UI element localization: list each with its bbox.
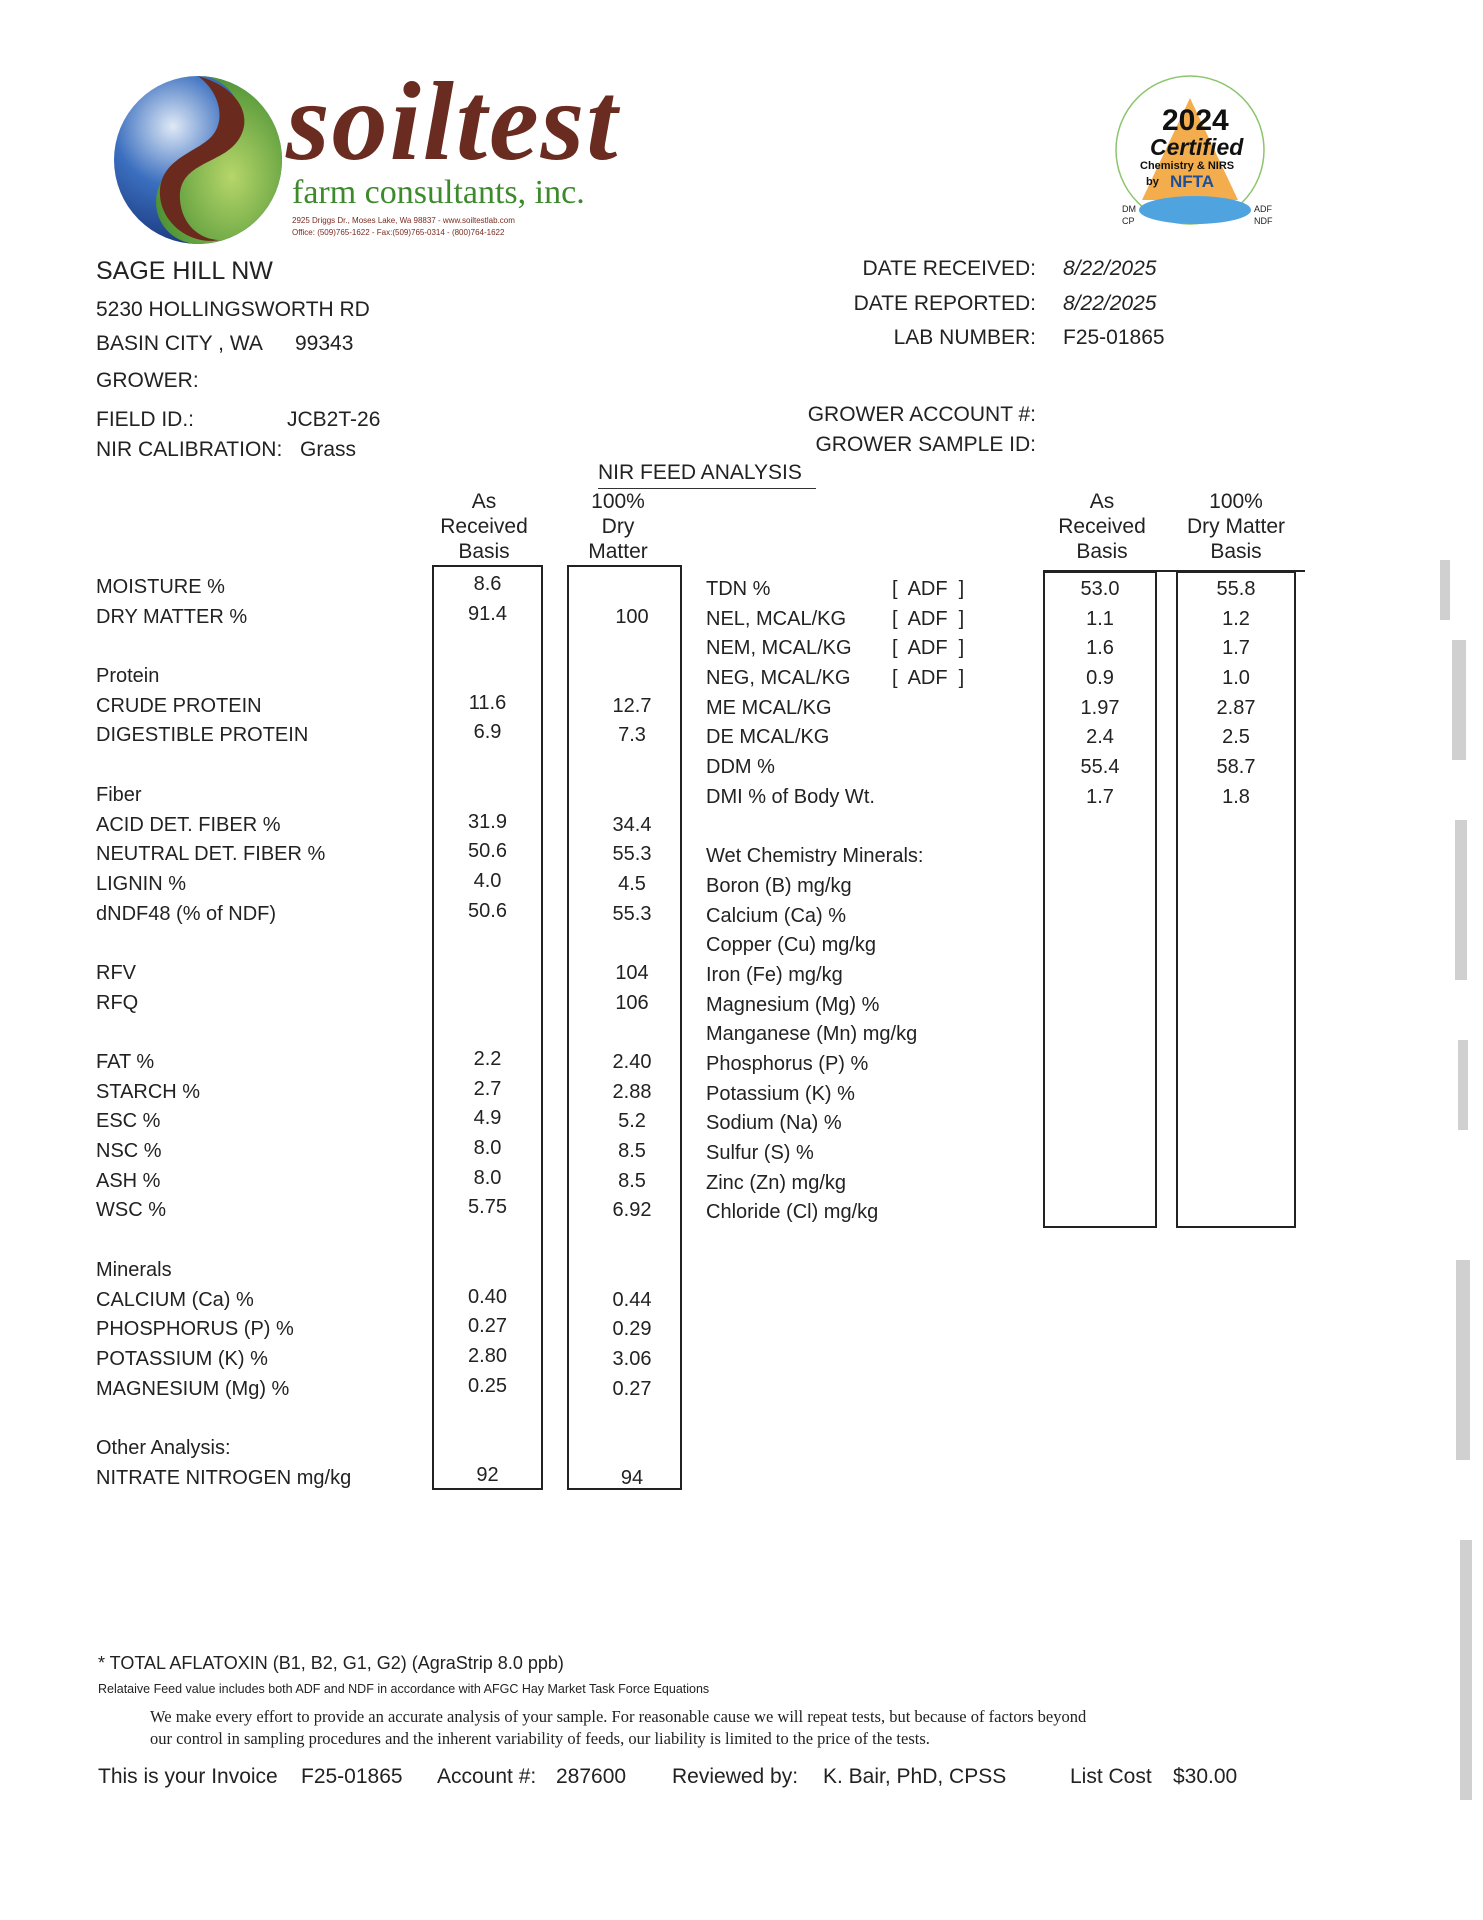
value-as-received: 0.40 — [468, 1285, 507, 1308]
row-basis-tag: [ ADF ] — [892, 578, 965, 600]
right-tags — [892, 575, 964, 1228]
seal-by: by — [1146, 176, 1159, 188]
disclaimer-line-2: our control in sampling procedures and the inherent variability of feeds, our liability is limited to the price of the tests. — [150, 1729, 930, 1748]
value-as-received — [1043, 842, 1157, 872]
value-as-received — [432, 926, 543, 956]
right-labels — [706, 575, 923, 1228]
value-as-received — [1043, 1169, 1157, 1199]
value-dry-matter: 1.2 — [1222, 607, 1250, 630]
client-city: BASIN CITY , WA — [96, 332, 263, 355]
value-as-received: 4.9 — [473, 1107, 502, 1130]
value-dry-matter: 104 — [615, 961, 649, 984]
value-as-received: 0.25 — [468, 1374, 507, 1397]
value-dry-matter — [1176, 842, 1296, 872]
value-dry-matter — [567, 632, 697, 662]
value-dry-matter: 100 — [615, 605, 649, 628]
row-label: MOISTURE % — [96, 576, 225, 598]
value-as-received: 2.80 — [468, 1344, 507, 1367]
row-label: Boron (B) mg/kg — [706, 874, 852, 897]
row-basis-tag — [892, 1080, 964, 1110]
value-as-received: 5.75 — [468, 1196, 507, 1219]
row-label: Sulfur (S) % — [706, 1142, 814, 1165]
value-dry-matter: 8.5 — [618, 1140, 646, 1163]
row-basis-tag — [892, 872, 964, 902]
lab-number-label: LAB NUMBER: — [893, 326, 1036, 349]
row-label: ESC % — [96, 1110, 161, 1133]
value-dry-matter — [1176, 1198, 1296, 1228]
value-as-received — [1043, 1198, 1157, 1228]
value-as-received: 55.4 — [1080, 756, 1120, 779]
value-as-received: 8.6 — [473, 573, 502, 595]
row-label: Manganese (Mn) mg/kg — [706, 1023, 918, 1046]
rfv-note: Relataive Feed value includes both ADF and NDF in accordance with AFGC Hay Market Task Force Equations — [98, 1682, 710, 1696]
value-as-received — [1043, 961, 1157, 991]
seal-right-code-ndf: NDF — [1254, 216, 1273, 226]
row-label — [96, 1018, 351, 1048]
right-header-rule — [1043, 570, 1305, 572]
value-as-received: 8.0 — [473, 1166, 502, 1189]
row-basis-tag: [ ADF ] — [892, 607, 965, 630]
value-as-received — [432, 1401, 543, 1431]
nir-calibration-label: NIR CALIBRATION: — [96, 438, 283, 461]
value-dry-matter — [1176, 991, 1296, 1021]
scan-artifact — [1460, 1540, 1472, 1800]
company-address: 2925 Driggs Dr., Moses Lake, Wa 98837 - www.soiltestlab.com — [292, 216, 515, 225]
row-label: Phosphorus (P) % — [706, 1053, 869, 1075]
value-dry-matter: 34.4 — [612, 813, 652, 836]
value-dry-matter: 12.7 — [612, 694, 652, 717]
value-as-received — [432, 1015, 543, 1045]
company-phone: Office: (509)765-1622 - Fax:(509)765-0314 - (800)764-1622 — [292, 228, 505, 237]
row-label: DMI % of Body Wt. — [706, 785, 875, 808]
row-label: Zinc (Zn) mg/kg — [706, 1171, 847, 1194]
list-cost-value: $30.00 — [1173, 1765, 1238, 1788]
header-as-received-left: As Received Basis — [440, 490, 528, 563]
reviewed-label: Reviewed by: — [672, 1765, 799, 1788]
row-label: NEUTRAL DET. FIBER % — [96, 843, 326, 866]
value-as-received — [1043, 872, 1157, 902]
value-dry-matter — [1176, 1139, 1296, 1169]
row-label: Protein — [96, 665, 160, 688]
value-as-received: 11.6 — [468, 691, 507, 714]
header-dry-matter-right: 100% Dry Matter Basis — [1186, 490, 1285, 563]
row-label: ME MCAL/KG — [706, 696, 832, 719]
row-label: NSC % — [96, 1140, 162, 1163]
value-as-received — [432, 748, 543, 778]
row-label: Chloride (Cl) mg/kg — [706, 1201, 879, 1224]
value-dry-matter — [1176, 931, 1296, 961]
row-label: dNDF48 (% of NDF) — [96, 902, 277, 925]
value-dry-matter: 0.29 — [612, 1318, 652, 1341]
value-as-received: 6.9 — [473, 721, 502, 744]
row-label: NITRATE NITROGEN mg/kg — [96, 1466, 352, 1489]
value-as-received: 2.7 — [473, 1077, 502, 1100]
value-dry-matter — [1176, 813, 1296, 843]
row-label — [96, 1404, 351, 1434]
field-id-label: FIELD ID.: — [96, 408, 195, 431]
grower-sample-label: GROWER SAMPLE ID: — [815, 433, 1036, 456]
value-dry-matter: 55.3 — [612, 843, 652, 866]
left-labels — [96, 573, 351, 1493]
value-dry-matter: 8.5 — [618, 1169, 646, 1192]
value-as-received: 91.4 — [468, 602, 507, 625]
row-basis-tag — [892, 991, 964, 1021]
row-label: NEL, MCAL/KG — [706, 607, 847, 630]
company-name: soiltest — [286, 60, 620, 184]
row-label: STARCH % — [96, 1080, 201, 1103]
row-label: NEM, MCAL/KG — [706, 637, 852, 660]
row-label — [96, 751, 351, 781]
value-as-received: 8.0 — [473, 1137, 502, 1160]
value-as-received: 1.97 — [1080, 696, 1120, 719]
value-dry-matter: 1.8 — [1222, 785, 1250, 808]
value-as-received — [432, 956, 543, 986]
seal-chem-nirs: Chemistry & NIRS — [1140, 160, 1235, 172]
value-as-received: 4.0 — [473, 869, 502, 892]
row-label: LIGNIN % — [96, 872, 187, 895]
company-logo — [108, 60, 620, 250]
value-dry-matter — [567, 929, 697, 959]
value-dry-matter: 58.7 — [1216, 756, 1256, 779]
row-basis-tag — [892, 753, 964, 783]
row-basis-tag — [892, 1198, 964, 1228]
row-label: Copper (Cu) mg/kg — [706, 934, 877, 957]
value-as-received: 1.7 — [1086, 785, 1114, 808]
scan-artifact — [1440, 560, 1450, 620]
row-label: POTASSIUM (K) % — [96, 1347, 268, 1370]
value-dry-matter — [1176, 1169, 1296, 1199]
nir-calibration-value: Grass — [300, 438, 357, 461]
value-as-received — [1043, 902, 1157, 932]
value-dry-matter: 6.92 — [612, 1199, 652, 1222]
value-dry-matter: 1.7 — [1222, 637, 1250, 660]
row-label: WSC % — [96, 1199, 166, 1222]
value-dry-matter — [1176, 1020, 1296, 1050]
header-dry-matter-left: 100% Dry Matter — [588, 490, 648, 563]
client-street: 5230 HOLLINGSWORTH RD — [96, 298, 370, 321]
header-as-received-right: As Received Basis — [1058, 490, 1146, 563]
value-dry-matter — [567, 1434, 697, 1464]
value-as-received: 1.6 — [1086, 637, 1114, 660]
row-label: DRY MATTER % — [96, 605, 248, 628]
row-basis-tag: [ ADF ] — [892, 637, 965, 660]
row-label: Potassium (K) % — [706, 1082, 855, 1105]
row-label: Magnesium (Mg) % — [706, 993, 880, 1016]
row-basis-tag — [892, 1139, 964, 1169]
seal-left-code-cp: CP — [1122, 216, 1135, 226]
value-as-received — [1043, 1020, 1157, 1050]
row-basis-tag — [892, 961, 964, 991]
row-basis-tag: [ ADF ] — [892, 667, 965, 690]
grower-account-label: GROWER ACCOUNT #: — [807, 403, 1036, 426]
value-dry-matter — [1176, 872, 1296, 902]
reviewer-name: K. Bair, PhD, CPSS — [823, 1765, 1007, 1788]
invoice-number: F25-01865 — [301, 1765, 403, 1788]
seal-right-code-adf: ADF — [1254, 204, 1272, 214]
row-basis-tag — [892, 931, 964, 961]
row-label — [96, 1226, 351, 1256]
company-subtitle: farm consultants, inc. — [292, 174, 585, 211]
grower-label: GROWER: — [96, 369, 199, 392]
row-label: Minerals — [96, 1258, 172, 1281]
date-reported-label: DATE REPORTED: — [853, 292, 1036, 315]
date-received-label: DATE RECEIVED: — [862, 257, 1036, 280]
row-label: Iron (Fe) mg/kg — [706, 963, 843, 986]
row-label: Wet Chemistry Minerals: — [706, 845, 924, 868]
value-dry-matter: 106 — [615, 991, 649, 1014]
row-label — [96, 632, 351, 662]
left-dry-matter-values — [567, 573, 697, 1493]
value-dry-matter: 4.5 — [618, 872, 646, 895]
value-dry-matter — [567, 781, 697, 811]
date-received-value: 8/22/2025 — [1063, 257, 1157, 280]
value-as-received — [432, 986, 543, 1016]
row-label: CRUDE PROTEIN — [96, 694, 262, 717]
value-as-received: 31.9 — [468, 810, 507, 833]
seal-left-code-dm: DM — [1122, 204, 1136, 214]
soiltest-swirl-icon — [108, 70, 288, 250]
row-label: FAT % — [96, 1051, 155, 1073]
row-label: NEG, MCAL/KG — [706, 667, 851, 690]
value-dry-matter: 1.0 — [1222, 667, 1250, 690]
account-label: Account #: — [437, 1765, 537, 1788]
value-as-received — [1043, 1139, 1157, 1169]
nfta-certification-seal — [1110, 70, 1273, 240]
value-dry-matter — [1176, 1080, 1296, 1110]
row-basis-tag — [892, 1020, 964, 1050]
value-as-received: 50.6 — [468, 899, 507, 922]
row-basis-tag — [892, 694, 964, 724]
value-as-received — [432, 778, 543, 808]
value-dry-matter — [1176, 1050, 1296, 1080]
value-dry-matter: 0.44 — [612, 1288, 652, 1311]
value-as-received: 2.2 — [473, 1048, 502, 1070]
value-dry-matter: 94 — [620, 1466, 644, 1489]
scan-artifact — [1452, 640, 1466, 760]
row-label: DE MCAL/KG — [706, 726, 830, 749]
value-as-received — [432, 1431, 543, 1461]
row-basis-tag — [892, 1109, 964, 1139]
value-dry-matter: 7.3 — [618, 724, 646, 747]
value-dry-matter — [1176, 961, 1296, 991]
value-as-received — [1043, 991, 1157, 1021]
value-dry-matter — [567, 1018, 697, 1048]
disclaimer-line-1: We make every effort to provide an accurate analysis of your sample. For reasonable cause we will repeat tests, but because of factors beyond — [150, 1707, 1087, 1726]
value-as-received: 92 — [476, 1463, 499, 1486]
row-basis-tag — [892, 1169, 964, 1199]
row-basis-tag — [892, 842, 964, 872]
row-label: MAGNESIUM (Mg) % — [96, 1377, 290, 1400]
value-dry-matter — [567, 662, 697, 692]
value-as-received — [432, 659, 543, 689]
aflatoxin-note: * TOTAL AFLATOXIN (B1, B2, G1, G2) (AgraStrip 8.0 ppb) — [98, 1653, 564, 1673]
scan-artifact — [1458, 1040, 1468, 1130]
seal-org: NFTA — [1170, 172, 1215, 191]
value-dry-matter: 55.8 — [1216, 578, 1256, 600]
row-label — [706, 813, 923, 843]
row-label: Calcium (Ca) % — [706, 904, 847, 927]
list-cost-label: List Cost — [1070, 1765, 1152, 1788]
value-dry-matter — [567, 751, 697, 781]
row-label: Fiber — [96, 783, 142, 806]
left-as-received-values — [432, 570, 543, 1490]
seal-year: 2024 — [1162, 104, 1229, 137]
section-title: NIR FEED ANALYSIS — [598, 460, 816, 489]
value-dry-matter: 55.3 — [612, 902, 652, 925]
row-label: DIGESTIBLE PROTEIN — [96, 724, 309, 747]
row-basis-tag — [892, 902, 964, 932]
row-label: RFV — [96, 961, 136, 984]
row-label: RFQ — [96, 991, 139, 1014]
row-label: TDN % — [706, 578, 771, 600]
row-label: Other Analysis: — [96, 1436, 231, 1459]
value-as-received: 1.1 — [1086, 607, 1114, 630]
row-label: Sodium (Na) % — [706, 1112, 842, 1135]
scan-artifact — [1455, 820, 1467, 980]
field-id-value: JCB2T-26 — [287, 408, 381, 431]
value-dry-matter: 2.88 — [612, 1080, 652, 1103]
value-dry-matter — [567, 1256, 697, 1286]
client-zip: 99343 — [295, 332, 354, 355]
row-label: DDM % — [706, 756, 775, 779]
row-label: ASH % — [96, 1169, 161, 1192]
row-basis-tag — [892, 783, 964, 813]
row-basis-tag — [892, 813, 964, 843]
value-dry-matter — [1176, 1109, 1296, 1139]
value-as-received — [1043, 1050, 1157, 1080]
value-as-received: 2.4 — [1086, 726, 1114, 749]
seal-certified: Certified — [1150, 134, 1244, 160]
right-as-received-values — [1043, 575, 1157, 1228]
date-reported-value: 8/22/2025 — [1063, 292, 1157, 315]
value-dry-matter — [567, 1404, 697, 1434]
value-dry-matter — [1176, 902, 1296, 932]
row-label — [96, 929, 351, 959]
row-label: CALCIUM (Ca) % — [96, 1288, 254, 1311]
value-dry-matter — [567, 573, 697, 603]
scan-artifact — [1456, 1260, 1470, 1460]
value-dry-matter — [567, 1226, 697, 1256]
value-as-received: 0.9 — [1086, 667, 1114, 690]
lab-number-value: F25-01865 — [1063, 326, 1165, 349]
value-dry-matter: 2.5 — [1222, 726, 1250, 749]
value-as-received — [1043, 1109, 1157, 1139]
value-dry-matter: 2.40 — [612, 1051, 652, 1073]
value-as-received — [1043, 813, 1157, 843]
right-dry-matter-values — [1176, 575, 1296, 1228]
value-as-received: 53.0 — [1080, 578, 1120, 600]
row-label: ACID DET. FIBER % — [96, 813, 281, 836]
value-as-received — [432, 629, 543, 659]
invoice-label: This is your Invoice — [98, 1765, 278, 1788]
value-as-received — [1043, 1080, 1157, 1110]
row-label: PHOSPHORUS (P) % — [96, 1318, 294, 1341]
value-dry-matter: 0.27 — [612, 1377, 652, 1400]
value-dry-matter: 2.87 — [1216, 696, 1256, 719]
value-dry-matter: 3.06 — [612, 1347, 652, 1370]
account-number: 287600 — [556, 1765, 627, 1788]
value-as-received: 50.6 — [468, 840, 507, 863]
row-basis-tag — [892, 723, 964, 753]
value-as-received — [1043, 931, 1157, 961]
value-dry-matter: 5.2 — [618, 1110, 646, 1133]
row-basis-tag — [892, 1050, 964, 1080]
client-name: SAGE HILL NW — [96, 257, 273, 285]
value-as-received — [432, 1223, 543, 1253]
value-as-received: 0.27 — [468, 1315, 507, 1338]
value-as-received — [432, 1253, 543, 1283]
